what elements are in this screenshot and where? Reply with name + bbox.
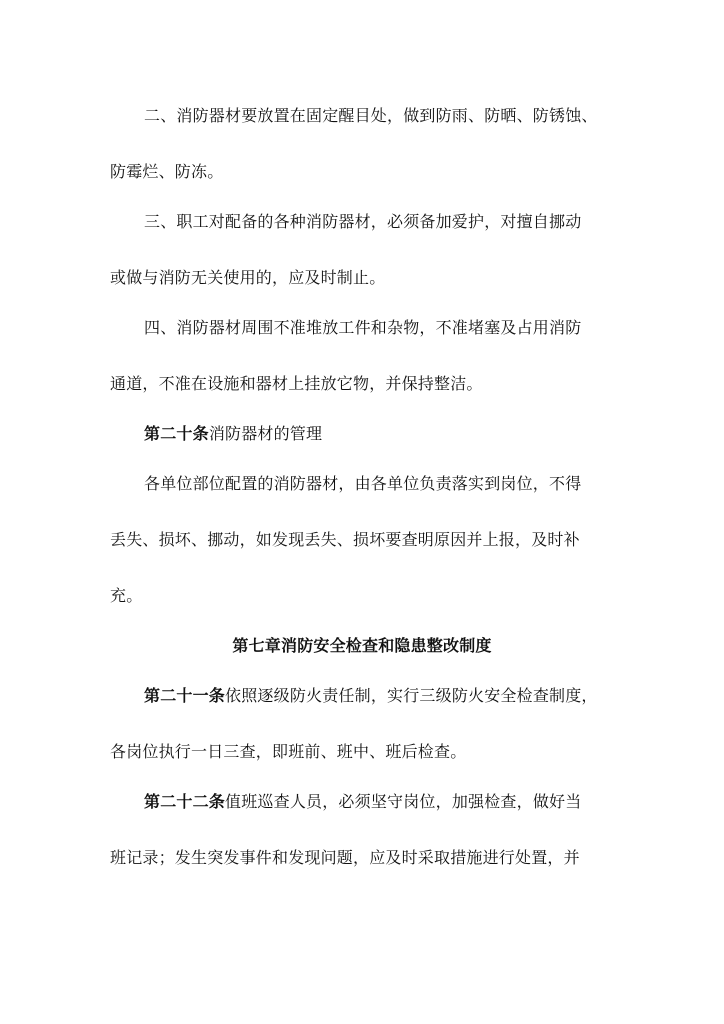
line-text: 值班巡查人员，必须坚守岗位，加强检查，做好当 [225,792,582,811]
article-number: 第二十二条 [144,792,226,811]
line-text: 三、职工对配备的各种消防器材，必须备加爱护，对擅自挪动 [144,212,582,231]
paragraph-line [110,848,580,868]
paragraph-line [110,162,223,182]
line-text: 充。 [110,586,143,605]
chapter-heading [0,636,724,656]
paragraph-line [110,586,142,606]
article-heading [144,424,322,444]
line-text: 防霉烂、防冻。 [110,162,224,181]
line-text: 依照逐级防火责任制，实行三级防火安全检查制度， [225,686,598,705]
line-text: 丢失、损坏、挪动，如发现丢失、损坏要查明原因并上报，及时补 [110,530,580,549]
line-text: 四、消防器材周围不准堆放工件和杂物，不准堵塞及占用消防 [144,318,582,337]
line-text: 或做与消防无关使用的，应及时制止。 [110,268,386,287]
paragraph-line [110,530,580,550]
line-text: 各岗位执行一日三查，即班前、班中、班后检查。 [110,742,467,761]
line-text: 班记录；发生突发事件和发现问题，应及时采取措施进行处置，并 [110,848,580,867]
paragraph-line [110,268,385,288]
paragraph-line [110,742,466,762]
line-text: 各单位部位配置的消防器材，由各单位负责落实到岗位，不得 [144,474,582,493]
paragraph-line [110,374,483,394]
article-number: 第二十条 [144,424,209,443]
chapter-title: 第七章消防安全检查和隐患整改制度 [232,636,492,655]
paragraph-line [144,212,581,232]
paragraph-line [144,474,581,494]
paragraph-line [144,318,581,338]
article-number: 第二十一条 [144,686,226,705]
paragraph-line [144,106,598,126]
line-text: 通道，不准在设施和器材上挂放它物，并保持整洁。 [110,374,483,393]
article-paragraph [144,792,581,812]
line-text: 二、消防器材要放置在固定醒目处，做到防雨、防晒、防锈蚀、 [144,106,598,125]
article-title: 消防器材的管理 [208,424,323,443]
article-paragraph [144,686,598,706]
